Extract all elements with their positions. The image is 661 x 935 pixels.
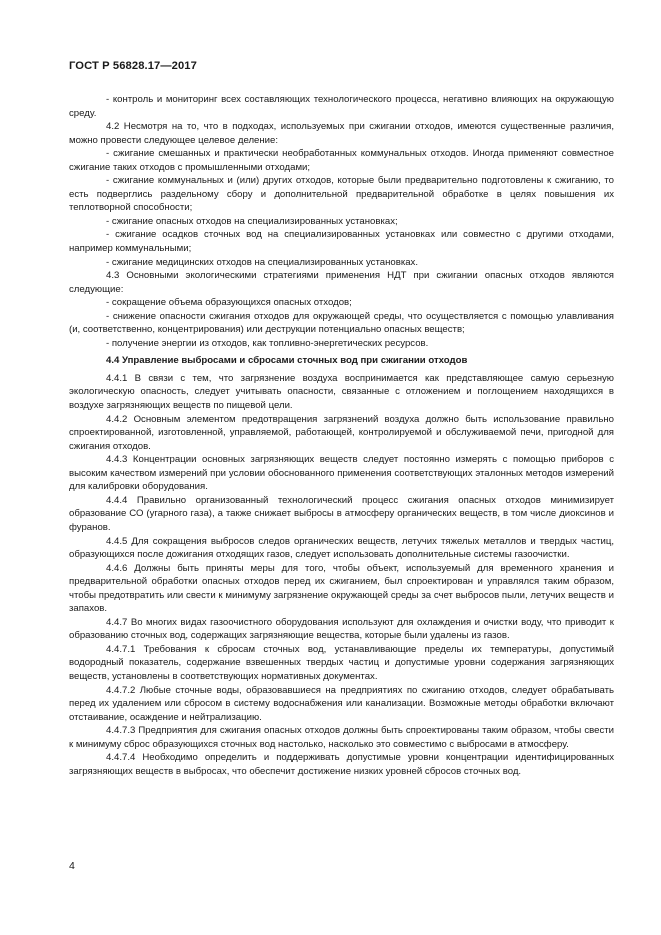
clause-paragraph: 4.4.7 Во многих видах газоочистного оборудования используют для охлаждения и очистки воду, что приводит к образованию сточных вод, содержащих загрязняющие вещества, которые были удалены из газов.: [69, 616, 614, 642]
document-header: ГОСТ Р 56828.17—2017: [69, 60, 197, 72]
list-item: - сжигание опасных отходов на специализированных установках;: [106, 215, 398, 227]
list-item: - контроль и мониторинг всех составляющих технологического процесса, негативно влияющих на окружающую среду.: [69, 94, 614, 119]
clause-paragraph: 4.4.7.2 Любые сточные воды, образовавшиеся на предприятиях по сжиганию отходов, следует обрабатывать перед их удалением или сбросом в систему водоснабжения или канализации. Возможные методы обработки включают отстаивание, осаждение и нейтрализацию.: [69, 684, 614, 723]
clause-paragraph: 4.4.3 Концентрации основных загрязняющих веществ следует постоянно измерять с помощью приборов с высоким качеством измерений при условии обоснованного применения соответствующих эталонных методов измерений для калибровки оборудования.: [69, 454, 614, 493]
list-item: - получение энергии из отходов, как топливно-энергетических ресурсов.: [106, 337, 429, 349]
clause-paragraph: 4.4.6 Должны быть приняты меры для того, чтобы объект, используемый для временного хранения и предварительной обработки опасных отходов перед их сжиганием, был спроектирован и управлялся таким образом, чтобы предотвратить или свести к минимуму загрязнение окружающей среды за счет выбросов пыли, летучих веществ и запахов.: [69, 562, 614, 615]
clause-paragraph: 4.2 Несмотря на то, что в подходах, используемых при сжигании отходов, имеются существенные различия, можно провести следующее целевое деление:: [69, 121, 614, 146]
list-item: - сжигание осадков сточных вод на специализированных установках или совместно с другими отходами, например коммунальными;: [69, 229, 614, 255]
clause-paragraph: 4.3 Основными экологическими стратегиями применения НДТ при сжигании опасных отходов являются следующие:: [69, 270, 614, 295]
clause-paragraph: 4.4.7.4 Необходимо определить и поддерживать допустимые уровни концентрации идентифицированных загрязняющих веществ в выбросах, что обеспечит достижение низких уровней сбросов сточных вод.: [69, 752, 614, 777]
list-item: - снижение опасности сжигания отходов для окружающей среды, что осуществляется с помощью улавливания (и, соответственно, концентрирования) или деструкции потенциально опасных веществ;: [69, 310, 614, 336]
clause-paragraph: 4.4.5 Для сокращения выбросов следов органических веществ, летучих тяжелых металлов и твердых частиц, образующихся после дожигания отходящих газов, следует использовать дополнительные системы газоочистки.: [69, 535, 614, 561]
clause-paragraph: 4.4.4 Правильно организованный технологический процесс сжигания опасных отходов минимизирует образование СО (угарного газа), а также снижает выбросы в атмосферу органических веществ, в том числе диоксинов и фуранов.: [69, 494, 614, 533]
clause-paragraph: 4.4.2 Основным элементом предотвращения загрязнений воздуха должно быть использование правильно спроектированной, изготовленной, управляемой, работающей, контролируемой и обслуживаемой печи, пригодной для сжигания отходов.: [69, 413, 614, 452]
list-item: - сжигание смешанных и практически необработанных коммунальных отходов. Иногда применяют совместное сжигание таких отходов с промышленными отходами;: [69, 148, 614, 173]
list-item: - сжигание коммунальных и (или) других отходов, которые были предварительно подготовлены к сжиганию, то есть подверглись раздельному сбору и дополнительной предварительной обработке в целях повышения их теплотворной способности;: [69, 175, 614, 214]
clause-paragraph: 4.4.7.1 Требования к сбросам сточных вод, устанавливающие пределы их температуры, допустимый водородный показатель, содержание взвешенных твердых частиц и допустимые уровни содержания загрязняющих веществ, установлены в соответствующих нормативных документах.: [69, 643, 614, 682]
document-body: [69, 93, 614, 778]
page-number: 4: [69, 860, 75, 872]
section-heading: 4.4 Управление выбросами и сбросами сточных вод при сжигании отходов: [106, 355, 468, 367]
clause-paragraph: 4.4.1 В связи с тем, что загрязнение воздуха воспринимается как представляющее самую серьезную экологическую опасность, следует учитывать опасности, связанные с отложением и поглощением находящихся в воздухе загрязняющих веществ по пищевой цели.: [69, 372, 614, 412]
clause-paragraph: 4.4.7.3 Предприятия для сжигания опасных отходов должны быть спроектированы таким образом, чтобы свести к минимуму сброс образующихся сточных вод настолько, насколько это совместимо с выбросами в атмосферу.: [69, 725, 614, 750]
list-item: - сжигание медицинских отходов на специализированных установках.: [106, 256, 419, 268]
list-item: - сокращение объема образующихся опасных отходов;: [106, 297, 352, 309]
